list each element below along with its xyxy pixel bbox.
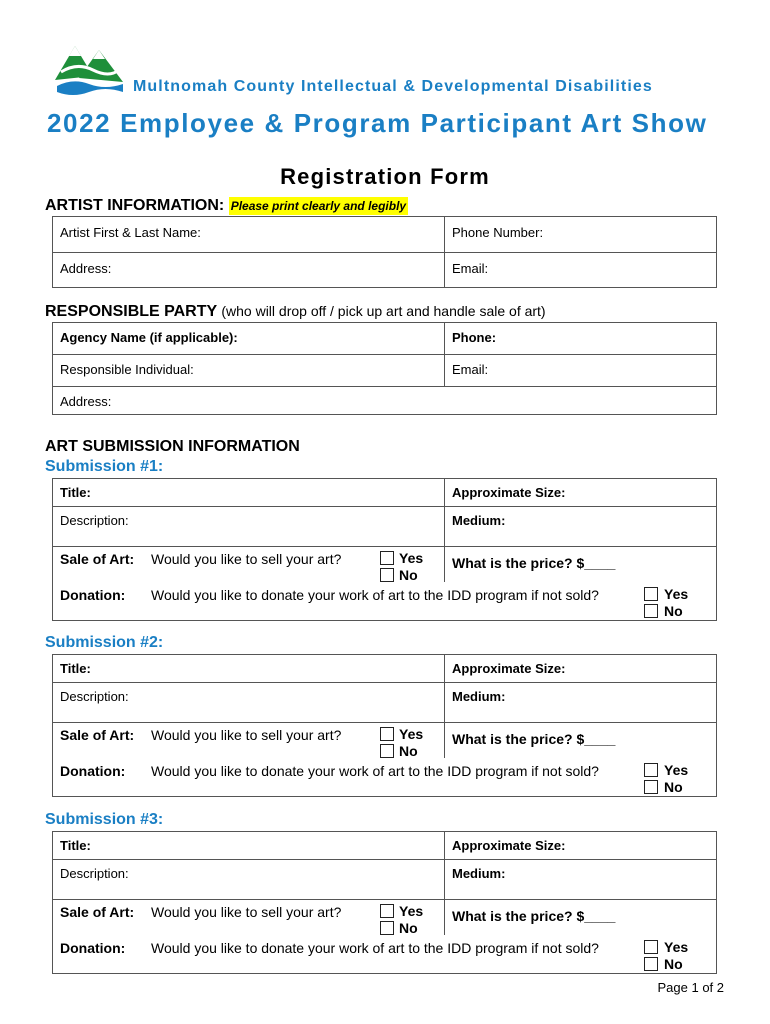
donation-no-label: No bbox=[664, 603, 683, 619]
sale-of-art-label: Sale of Art: bbox=[60, 904, 135, 920]
artist-heading-text: ARTIST INFORMATION: bbox=[45, 197, 225, 214]
form-title: Registration Form bbox=[280, 164, 490, 189]
donation-yes-checkbox[interactable] bbox=[644, 763, 658, 777]
sale-yes-checkbox[interactable] bbox=[380, 904, 394, 918]
artist-address-field[interactable]: Address: bbox=[60, 261, 112, 276]
donation-yes-checkbox[interactable] bbox=[644, 940, 658, 954]
sale-no-label: No bbox=[399, 743, 418, 759]
divider bbox=[52, 506, 717, 507]
donation-yes-label: Yes bbox=[664, 762, 689, 778]
art-submission-heading: ART SUBMISSION INFORMATION bbox=[45, 438, 300, 455]
submission-2-description-field[interactable]: Description: bbox=[60, 689, 129, 704]
submission-1-description-field[interactable]: Description: bbox=[60, 513, 129, 528]
donation-no-checkbox[interactable] bbox=[644, 780, 658, 794]
sale-no-label: No bbox=[399, 567, 418, 583]
divider bbox=[52, 682, 717, 683]
sale-yes-checkbox[interactable] bbox=[380, 727, 394, 741]
responsible-party-heading bbox=[45, 303, 546, 321]
donation-label: Donation: bbox=[60, 763, 126, 779]
donation-no-label: No bbox=[664, 779, 683, 795]
organization-name: Multnomah County Intellectual & Developmental Disabilities bbox=[133, 78, 653, 95]
divider bbox=[52, 859, 717, 860]
divider bbox=[444, 216, 445, 288]
sale-yes-label: Yes bbox=[399, 726, 424, 742]
sale-no-checkbox[interactable] bbox=[380, 744, 394, 758]
sale-question: Would you like to sell your art? bbox=[151, 551, 342, 567]
divider bbox=[444, 899, 445, 935]
sale-no-checkbox[interactable] bbox=[380, 568, 394, 582]
responsible-heading-text: RESPONSIBLE PARTY bbox=[45, 303, 217, 320]
event-title: 2022 Employee & Program Participant Art Show bbox=[47, 108, 708, 138]
agency-name-field[interactable]: Agency Name (if applicable): bbox=[60, 330, 238, 345]
sale-question: Would you like to sell your art? bbox=[151, 904, 342, 920]
price-field[interactable]: What is the price? $____ bbox=[452, 731, 616, 747]
divider bbox=[52, 354, 717, 355]
divider bbox=[52, 546, 717, 547]
submission-3-size-field[interactable]: Approximate Size: bbox=[452, 838, 566, 853]
donation-no-checkbox[interactable] bbox=[644, 604, 658, 618]
divider bbox=[444, 831, 445, 899]
artist-name-field[interactable]: Artist First & Last Name: bbox=[60, 225, 201, 240]
submission-2-size-field[interactable]: Approximate Size: bbox=[452, 661, 566, 676]
donation-label: Donation: bbox=[60, 587, 126, 603]
responsible-email-field[interactable]: Email: bbox=[452, 362, 489, 377]
divider bbox=[444, 478, 445, 546]
donation-question: Would you like to donate your work of art to the IDD program if not sold? bbox=[151, 763, 599, 779]
submission-3-title-field[interactable]: Title: bbox=[60, 838, 91, 853]
sale-of-art-label: Sale of Art: bbox=[60, 551, 135, 567]
submission-2-medium-field[interactable]: Medium: bbox=[452, 689, 506, 704]
county-logo bbox=[53, 40, 125, 100]
divider bbox=[52, 386, 717, 387]
submission-1-size-field[interactable]: Approximate Size: bbox=[452, 485, 566, 500]
sale-yes-label: Yes bbox=[399, 903, 424, 919]
responsible-phone-field[interactable]: Phone: bbox=[452, 330, 497, 345]
submission-2-heading: Submission #2: bbox=[45, 634, 164, 651]
donation-yes-checkbox[interactable] bbox=[644, 587, 658, 601]
page-number: Page 1 of 2 bbox=[657, 980, 724, 995]
price-field[interactable]: What is the price? $____ bbox=[452, 908, 616, 924]
sale-no-label: No bbox=[399, 920, 418, 936]
artist-info-heading bbox=[45, 197, 408, 215]
submission-1-heading: Submission #1: bbox=[45, 458, 164, 475]
submission-1-title-field[interactable]: Title: bbox=[60, 485, 91, 500]
responsible-address-field[interactable]: Address: bbox=[60, 394, 112, 409]
artist-email-field[interactable]: Email: bbox=[452, 261, 489, 276]
donation-label: Donation: bbox=[60, 940, 126, 956]
donation-yes-label: Yes bbox=[664, 939, 689, 955]
donation-yes-label: Yes bbox=[664, 586, 689, 602]
divider bbox=[52, 252, 717, 253]
sale-of-art-label: Sale of Art: bbox=[60, 727, 135, 743]
artist-phone-field[interactable]: Phone Number: bbox=[452, 225, 544, 240]
submission-2-title-field[interactable]: Title: bbox=[60, 661, 91, 676]
print-clearly-note: Please print clearly and legibly bbox=[230, 199, 407, 213]
sale-question: Would you like to sell your art? bbox=[151, 727, 342, 743]
sale-yes-checkbox[interactable] bbox=[380, 551, 394, 565]
responsible-individual-field[interactable]: Responsible Individual: bbox=[60, 362, 194, 377]
divider bbox=[52, 899, 717, 900]
donation-no-label: No bbox=[664, 956, 683, 972]
submission-3-description-field[interactable]: Description: bbox=[60, 866, 129, 881]
responsible-note: (who will drop off / pick up art and handle sale of art) bbox=[221, 303, 546, 319]
donation-question: Would you like to donate your work of art to the IDD program if not sold? bbox=[151, 940, 599, 956]
donation-question: Would you like to donate your work of art to the IDD program if not sold? bbox=[151, 587, 599, 603]
divider bbox=[444, 322, 445, 386]
divider bbox=[444, 654, 445, 722]
divider bbox=[52, 722, 717, 723]
divider bbox=[444, 722, 445, 758]
submission-3-medium-field[interactable]: Medium: bbox=[452, 866, 506, 881]
price-field[interactable]: What is the price? $____ bbox=[452, 555, 616, 571]
sale-no-checkbox[interactable] bbox=[380, 921, 394, 935]
donation-no-checkbox[interactable] bbox=[644, 957, 658, 971]
sale-yes-label: Yes bbox=[399, 550, 424, 566]
submission-1-medium-field[interactable]: Medium: bbox=[452, 513, 506, 528]
divider bbox=[444, 546, 445, 582]
submission-3-heading: Submission #3: bbox=[45, 811, 164, 828]
